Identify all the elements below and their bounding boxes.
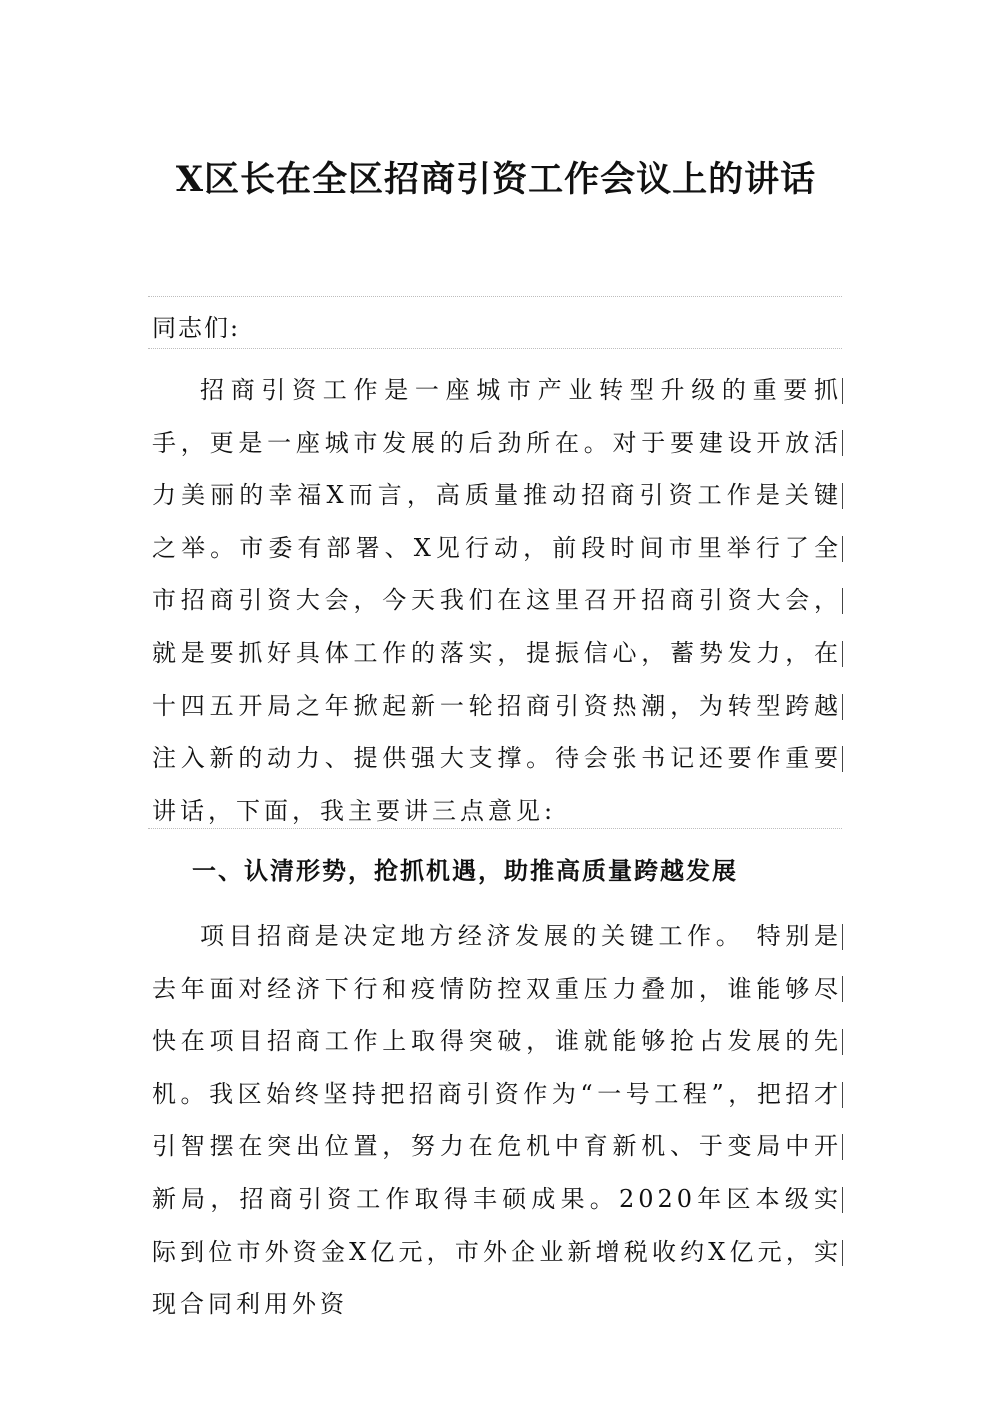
divider-top xyxy=(148,296,842,297)
document-title: X区长在全区招商引资工作会议上的讲话 xyxy=(175,159,817,200)
paragraph-intro: 招商引资工作是一座城市产业转型升级的重要抓手，更是一座城市发展的后劲所在。对于要建设开放活力美丽的幸福X而言，高质量推动招商引资工作是关键之举。市委有部署、X见行动，前段时间市里举行了全市招商引资大会，今天我们在这里召开招商引资大会，就是要抓好具体工作的落实，提振信心，蓄势发力，在十四五开局之年掀起新一轮招商引资热潮，为转型跨越注入新的动力、提供强大支撑。待会张书记还要作重要讲话，下面，我主要讲三点意见: xyxy=(152,376,842,825)
divider-salutation xyxy=(148,348,842,349)
divider-intro xyxy=(148,828,842,829)
section-heading: 一、认清形势，抢抓机遇，助推高质量跨越发展 xyxy=(192,856,738,885)
salutation: 同志们: xyxy=(152,314,241,342)
paragraph-section-1: 项目招商是决定地方经济发展的关键工作。 特别是去年面对经济下行和疫情防控双重压力叠加，谁能够尽快在项目招商工作上取得突破，谁就能够抢占发展的先机。我区始终坚持把招商引资作为“一号工程”，把招才引智摆在突出位置，努力在危机中育新机、于变局中开新局，招商引资工作取得丰硕成果。2020年区本级实际到位市外资金X亿元，市外企业新增税收约X亿元，实现合同利用外资 xyxy=(152,922,842,1319)
